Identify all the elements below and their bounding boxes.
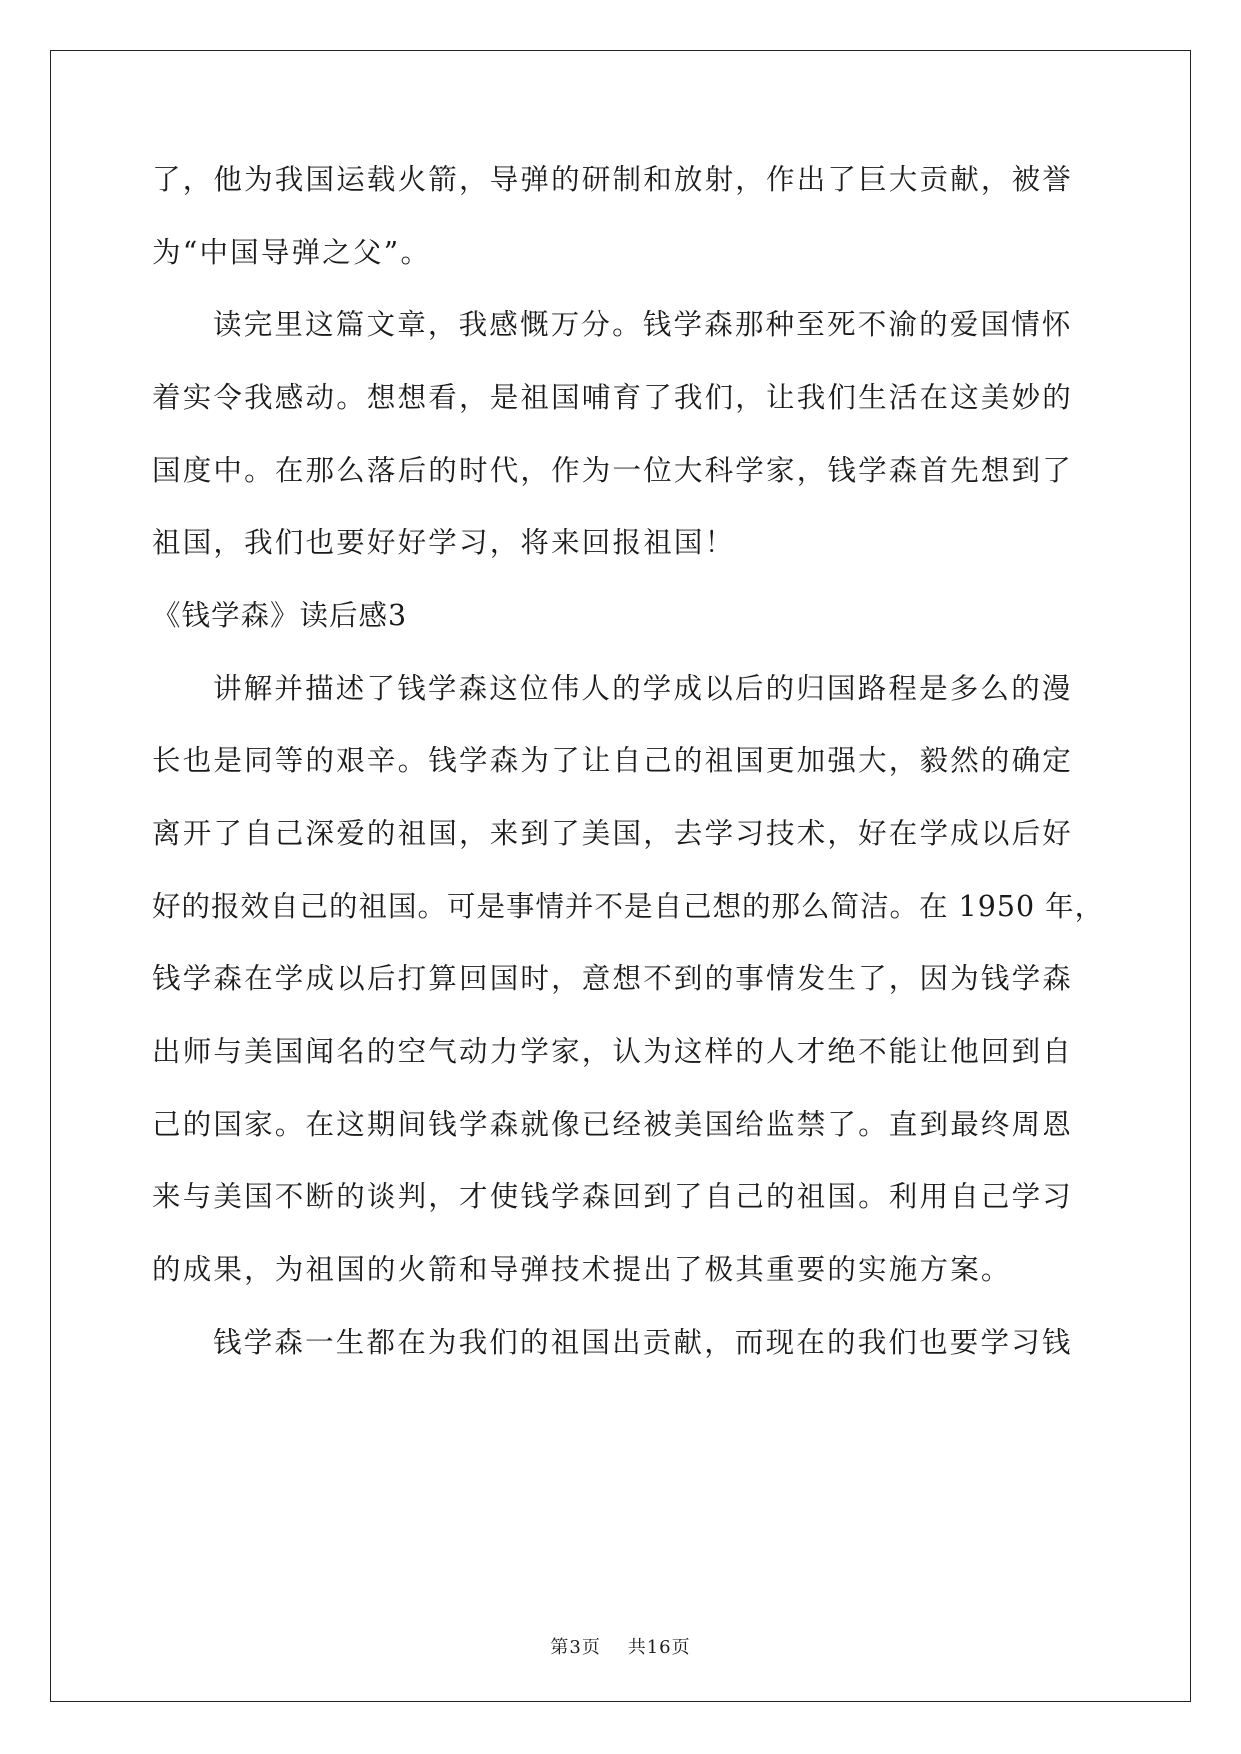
text-line: 国度中。在那么落后的时代，作为一位大科学家，钱学森首先想到了 (152, 454, 1074, 487)
text-line: 着实令我感动。想想看，是祖国哺育了我们，让我们生活在这美妙的 (152, 381, 1074, 414)
paragraph-first-line: 讲解并描述了钱学森这位伟人的学成以后的归国路程是多么的漫 (213, 672, 1073, 705)
text-line: 己的国家。在这期间钱学森就像已经被美国给监禁了。直到最终周恩 (152, 1108, 1074, 1141)
text-line: 的成果，为祖国的火箭和导弹技术提出了极其重要的实施方案。 (152, 1253, 1012, 1286)
text-line: 长也是同等的艰辛。钱学森为了让自己的祖国更加强大，毅然的确定 (152, 744, 1074, 777)
text-line: 出师与美国闻名的空气动力学家，认为这样的人才绝不能让他回到自 (152, 1035, 1074, 1068)
paragraph-first-line: 读完里这篇文章，我感慨万分。钱学森那种至死不渝的爱国情怀 (213, 308, 1073, 341)
text-line: 钱学森在学成以后打算回国时，意想不到的事情发生了，因为钱学森 (152, 962, 1074, 995)
text-line: 了，他为我国运载火箭，导弹的研制和放射，作出了巨大贡献，被誉 (152, 163, 1074, 196)
text-line: 离开了自己深爱的祖国，来到了美国，去学习技术，好在学成以后好 (152, 817, 1074, 850)
paragraph-first-line: 钱学森一生都在为我们的祖国出贡献，而现在的我们也要学习钱 (213, 1326, 1073, 1359)
text-line: 来与美国不断的谈判，才使钱学森回到了自己的祖国。利用自己学习 (152, 1180, 1074, 1213)
text-line: 为“中国导弹之父”。 (152, 236, 432, 269)
text-line: 好的报效自己的祖国。可是事情并不是自己想的那么简洁。在 1950 年， (152, 890, 1105, 923)
page-border (50, 50, 1191, 1702)
page-number: 第3页 共16页 (550, 1637, 691, 1658)
section-heading: 《钱学森》读后感3 (152, 599, 408, 632)
text-line: 祖国，我们也要好好学习，将来回报祖国！ (152, 526, 736, 559)
